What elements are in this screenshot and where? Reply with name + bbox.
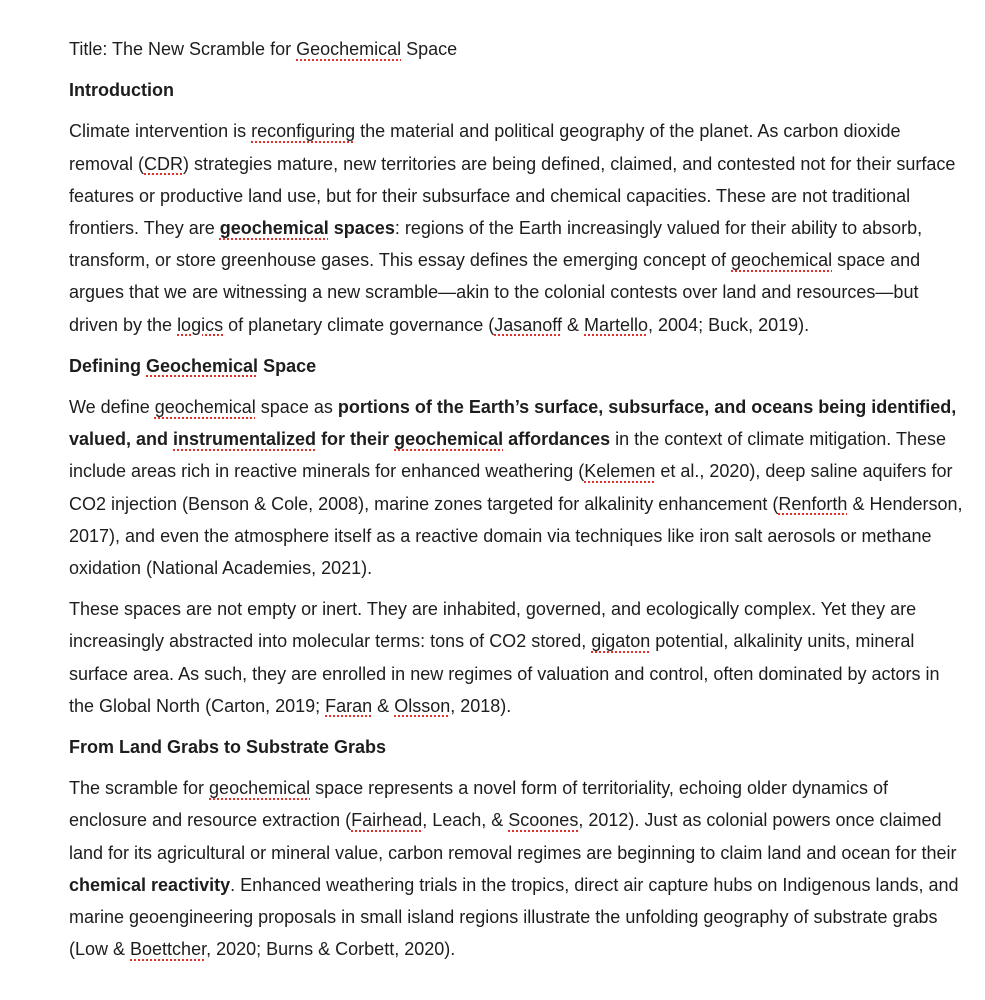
spellcheck-word[interactable]: geochemical xyxy=(209,778,311,799)
heading-land-grabs: From Land Grabs to Substrate Grabs xyxy=(69,737,387,758)
spellcheck-word[interactable]: CDR xyxy=(144,153,184,174)
paragraph-defining-1: We define geochemical space as portions of the Earth’s surface, subsurface, and oceans being identified, valued, and instrumentalized for their geochemical affordances in the context of climate mitigation. These include areas rich in reactive minerals for enhanced weathering (Kelemen et al., 2020), deep saline aquifers for CO2 injection (Benson & Cole, 2008), marine zones targeted for alkalinity enhancement (Renforth & Henderson, 2017), and even the atmosphere itself as a reactive domain via techniques like iron salt aerosols or methane oxidation (National Academies, 2021). xyxy=(69,397,963,579)
spellcheck-word[interactable]: geochemical xyxy=(731,250,833,271)
spellcheck-word[interactable]: Boettcher xyxy=(130,939,207,960)
spellcheck-word[interactable]: Geochemical xyxy=(146,355,259,376)
bold-definition: portions of the Earth’s surface, subsurface, and oceans being identified, valued, and instrumentalized for their geochemical affordances xyxy=(69,397,957,450)
spellcheck-word[interactable]: geochemical xyxy=(219,218,329,239)
spellcheck-word[interactable]: Martello xyxy=(584,314,649,335)
spellcheck-word[interactable]: Jasanoff xyxy=(494,314,562,335)
heading-introduction: Introduction xyxy=(69,80,174,101)
heading-defining-geochemical-space: Defining Geochemical Space xyxy=(69,355,317,376)
document-title: Title: The New Scramble for Geochemical Space xyxy=(69,39,458,59)
spellcheck-word[interactable]: Geochemical xyxy=(296,39,402,59)
spellcheck-word[interactable]: Renforth xyxy=(778,493,848,514)
spellcheck-word[interactable]: Scoones xyxy=(508,810,579,831)
spellcheck-word[interactable]: geochemical xyxy=(394,429,504,450)
spellcheck-word[interactable]: Olsson xyxy=(394,695,451,716)
spellcheck-word[interactable]: geochemical xyxy=(154,397,256,418)
spellcheck-word[interactable]: instrumentalized xyxy=(173,429,317,450)
paragraph-introduction: Climate intervention is reconfiguring the material and political geography of the planet. As carbon dioxide removal (CDR) strategies mature, new territories are being defined, claimed, and contested not for their surface features or productive land use, but for their subsurface and chemical capacities. These are not traditional frontiers. They are geochemical spaces: regions of the Earth increasingly valued for their ability to absorb, transform, or store greenhouse gases. This essay defines the emerging concept of geochemical space and argues that we are witnessing a new scramble—akin to the colonial contests over land and resources—but driven by the logics of planetary climate governance (Jasanoff & Martello, 2004; Buck, 2019). xyxy=(69,121,956,335)
spellcheck-word[interactable]: Kelemen xyxy=(584,461,656,482)
spellcheck-word[interactable]: Faran xyxy=(325,695,373,716)
spellcheck-word[interactable]: Fairhead xyxy=(351,810,423,831)
spellcheck-word[interactable]: logics xyxy=(177,314,224,335)
spellcheck-word[interactable]: gigaton xyxy=(591,631,651,652)
bold-term: geochemical spaces xyxy=(219,218,395,239)
paragraph-defining-2: These spaces are not empty or inert. They are inhabited, governed, and ecologically complex. Yet they are increasingly abstracted into molecular terms: tons of CO2 stored, gigaton potential, alkalinity units, mineral surface area. As such, they are enrolled in new regimes of valuation and control, often dominated by actors in the Global North (Carton, 2019; Faran & Olsson, 2018). xyxy=(69,599,940,716)
paragraph-land-grabs: The scramble for geochemical space represents a novel form of territoriality, echoing older dynamics of enclosure and resource extraction (Fairhead, Leach, & Scoones, 2012). Just as colonial powers once claimed land for its agricultural or mineral value, carbon removal regimes are beginning to claim land and ocean for their chemical reactivity. Enhanced weathering trials in the tropics, direct air capture hubs on Indigenous lands, and marine geoengineering proposals in small island regions illustrate the unfolding geography of substrate grabs (Low & Boettcher, 2020; Burns & Corbett, 2020). xyxy=(69,778,959,960)
bold-term: chemical reactivity xyxy=(69,874,231,895)
document-body[interactable] xyxy=(69,33,969,974)
spellcheck-word[interactable]: reconfiguring xyxy=(251,121,356,142)
